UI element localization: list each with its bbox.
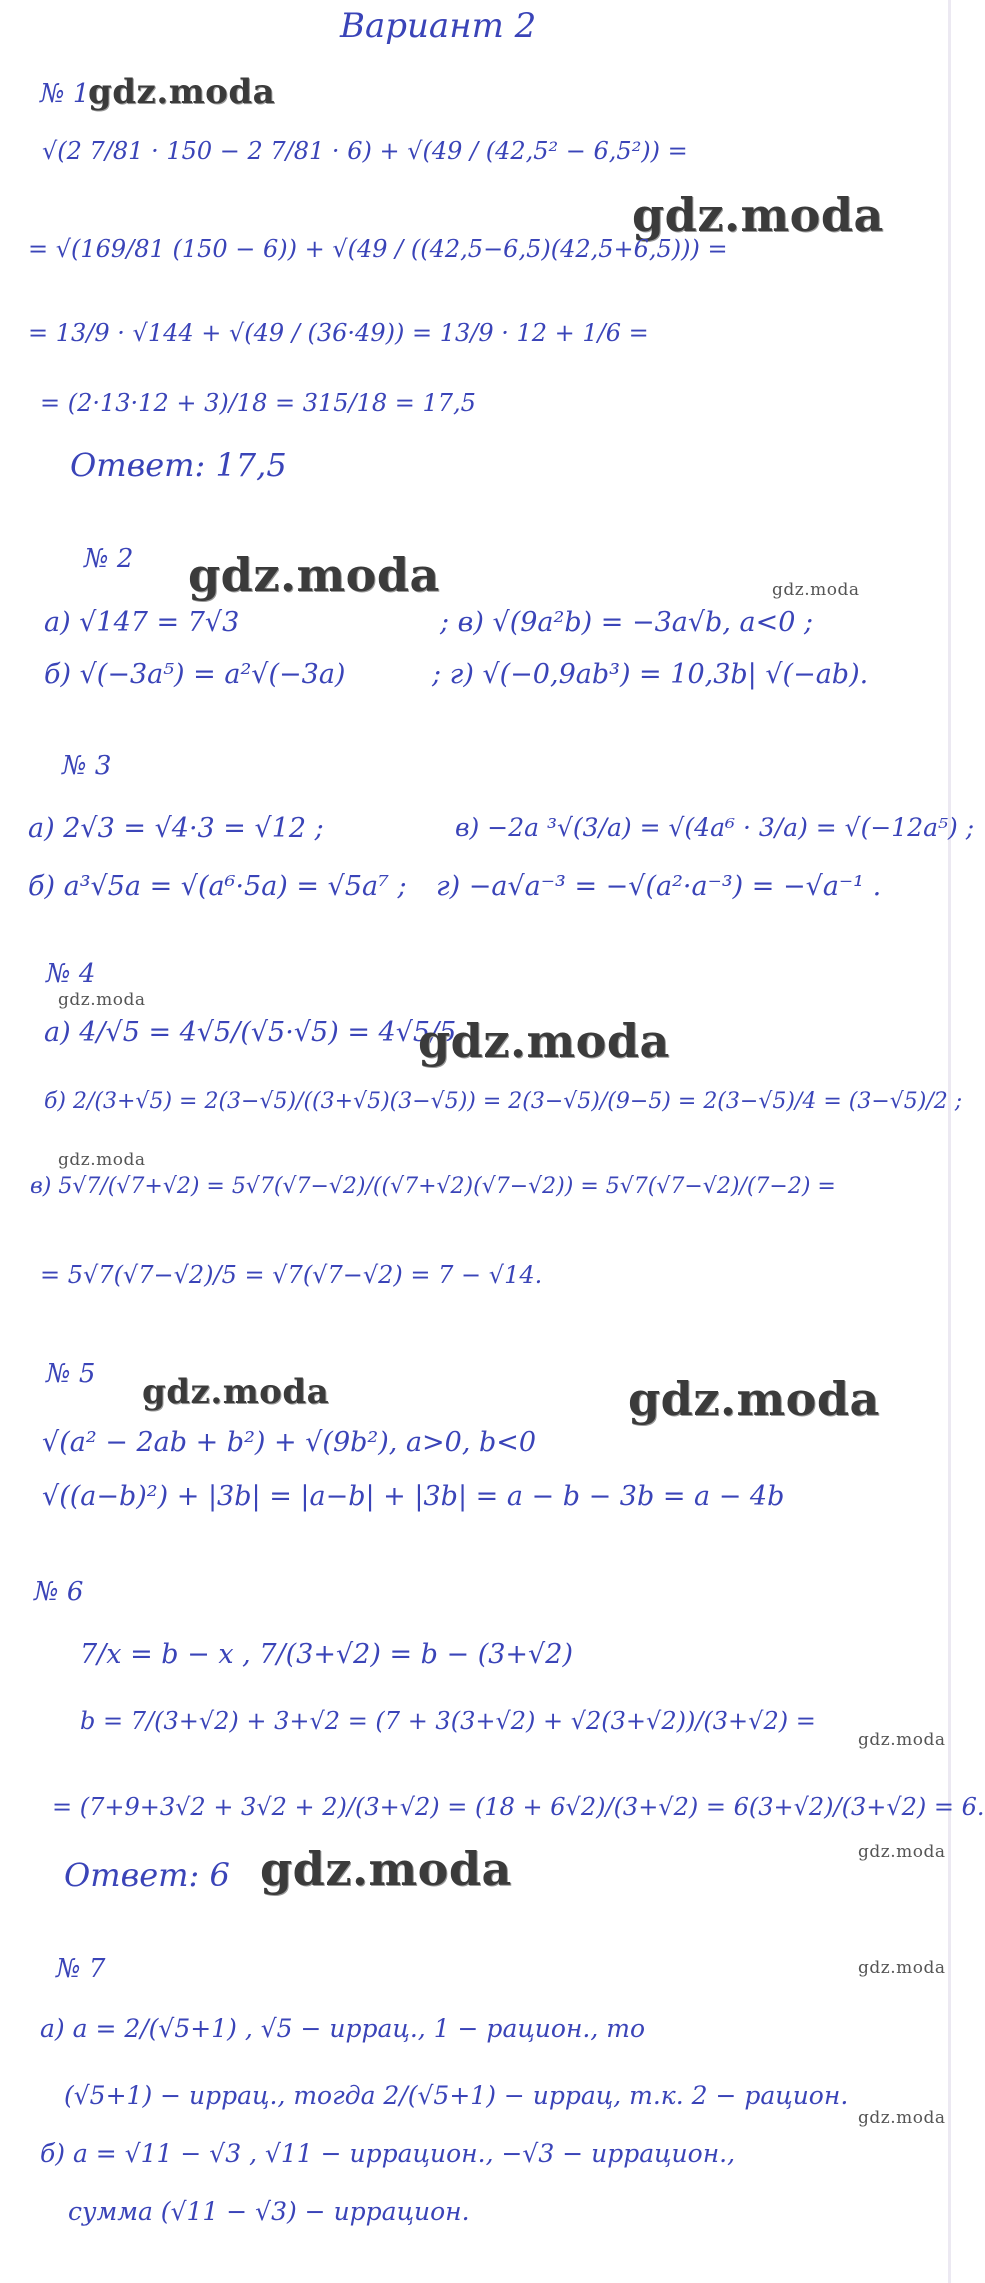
problem-2-number: № 2: [84, 544, 134, 574]
problem-4-number: № 4: [46, 959, 96, 989]
problem-1-answer: Ответ: 17,5: [70, 446, 287, 484]
problem-7-number: № 7: [56, 1954, 106, 1984]
problem-1-line-4: = (2·13·12 + 3)/18 = 315/18 = 17,5: [40, 389, 476, 417]
problem-6-line-1: 7/x = b − x , 7/(3+√2) = b − (3+√2): [80, 1639, 573, 1670]
variant-title: Вариант 2: [340, 6, 537, 46]
problem-3-part-v: в) −2a ³√(3/a) = √(4a⁶ · 3/a) = √(−12a⁵) ;: [455, 813, 975, 842]
watermark: gdz.moda: [58, 990, 146, 1010]
problem-1-number: № 1: [40, 79, 90, 109]
watermark: gdz.moda: [858, 2108, 946, 2128]
problem-5-line-1: √(a² − 2ab + b²) + √(9b²), a>0, b<0: [42, 1427, 537, 1458]
problem-4-part-v-line-1: в) 5√7/(√7+√2) = 5√7(√7−√2)/((√7+√2)(√7−√2)) = 5√7(√7−√2)/(7−2) =: [30, 1174, 836, 1199]
problem-2-part-v: ; в) √(9a²b) = −3a√b, a<0 ;: [440, 607, 814, 638]
problem-7-part-a-line-2: (√5+1) − иррац., тогда 2/(√5+1) − иррац, т.к. 2 − рацион.: [64, 2081, 849, 2110]
problem-3-part-b: б) a³√5a = √(a⁶·5a) = √5a⁷ ;: [28, 871, 407, 902]
problem-2-part-b: б) √(−3a⁵) = a²√(−3a): [44, 659, 346, 690]
page-edge: [948, 0, 951, 2283]
watermark: gdz.moda: [260, 1842, 512, 1896]
watermark: gdz.moda: [188, 548, 440, 602]
problem-5-number: № 5: [46, 1359, 96, 1389]
watermark: gdz.moda: [418, 1014, 670, 1068]
problem-4-part-a: а) 4/√5 = 4√5/(√5·√5) = 4√5/5: [44, 1017, 457, 1048]
problem-3-part-g: г) −a√a⁻³ = −√(a²·a⁻³) = −√a⁻¹ .: [436, 871, 882, 902]
watermark: gdz.moda: [628, 1372, 880, 1426]
problem-5-line-2: √((a−b)²) + |3b| = |a−b| + |3b| = a − b − 3b = a − 4b: [42, 1481, 785, 1512]
problem-2-part-g: ; г) √(−0,9ab³) = 10,3b| √(−ab).: [432, 659, 869, 690]
problem-1-line-3: = 13/9 · √144 + √(49 / (36·49)) = 13/9 · 12 + 1/6 =: [28, 319, 649, 347]
problem-1-line-2: = √(169/81 (150 − 6)) + √(49 / ((42,5−6,5)(42,5+6,5))) =: [28, 235, 728, 263]
problem-6-line-3: = (7+9+3√2 + 3√2 + 2)/(3+√2) = (18 + 6√2)/(3+√2) = 6(3+√2)/(3+√2) = 6.: [52, 1793, 985, 1821]
watermark: gdz.moda: [88, 72, 276, 112]
watermark: gdz.moda: [858, 1730, 946, 1750]
problem-1-line-1: √(2 7/81 · 150 − 2 7/81 · 6) + √(49 / (42,5² − 6,5²)) =: [42, 137, 688, 165]
problem-4-part-v-line-2: = 5√7(√7−√2)/5 = √7(√7−√2) = 7 − √14.: [40, 1261, 543, 1289]
watermark: gdz.moda: [858, 1958, 946, 1978]
watermark: gdz.moda: [858, 1842, 946, 1862]
problem-2-part-a: а) √147 = 7√3: [44, 607, 240, 638]
watermark: gdz.moda: [58, 1150, 146, 1170]
problem-3-number: № 3: [62, 751, 112, 781]
problem-7-part-b-line-2: сумма (√11 − √3) − иррацион.: [68, 2197, 470, 2226]
watermark: gdz.moda: [632, 188, 884, 242]
problem-7-part-b-line-1: б) a = √11 − √3 , √11 − иррацион., −√3 − иррацион.,: [40, 2139, 736, 2168]
watermark: gdz.moda: [772, 580, 860, 600]
problem-6-line-2: b = 7/(3+√2) + 3+√2 = (7 + 3(3+√2) + √2(3+√2))/(3+√2) =: [80, 1707, 816, 1735]
problem-7-part-a-line-1: а) a = 2/(√5+1) , √5 − иррац., 1 − рацион., то: [40, 2014, 646, 2043]
problem-3-part-a: а) 2√3 = √4·3 = √12 ;: [28, 813, 324, 844]
problem-6-answer: Ответ: 6: [64, 1856, 230, 1894]
problem-4-part-b: б) 2/(3+√5) = 2(3−√5)/((3+√5)(3−√5)) = 2(3−√5)/(9−5) = 2(3−√5)/4 = (3−√5)/2 ;: [44, 1089, 963, 1114]
watermark: gdz.moda: [142, 1372, 330, 1412]
problem-6-number: № 6: [34, 1577, 84, 1607]
